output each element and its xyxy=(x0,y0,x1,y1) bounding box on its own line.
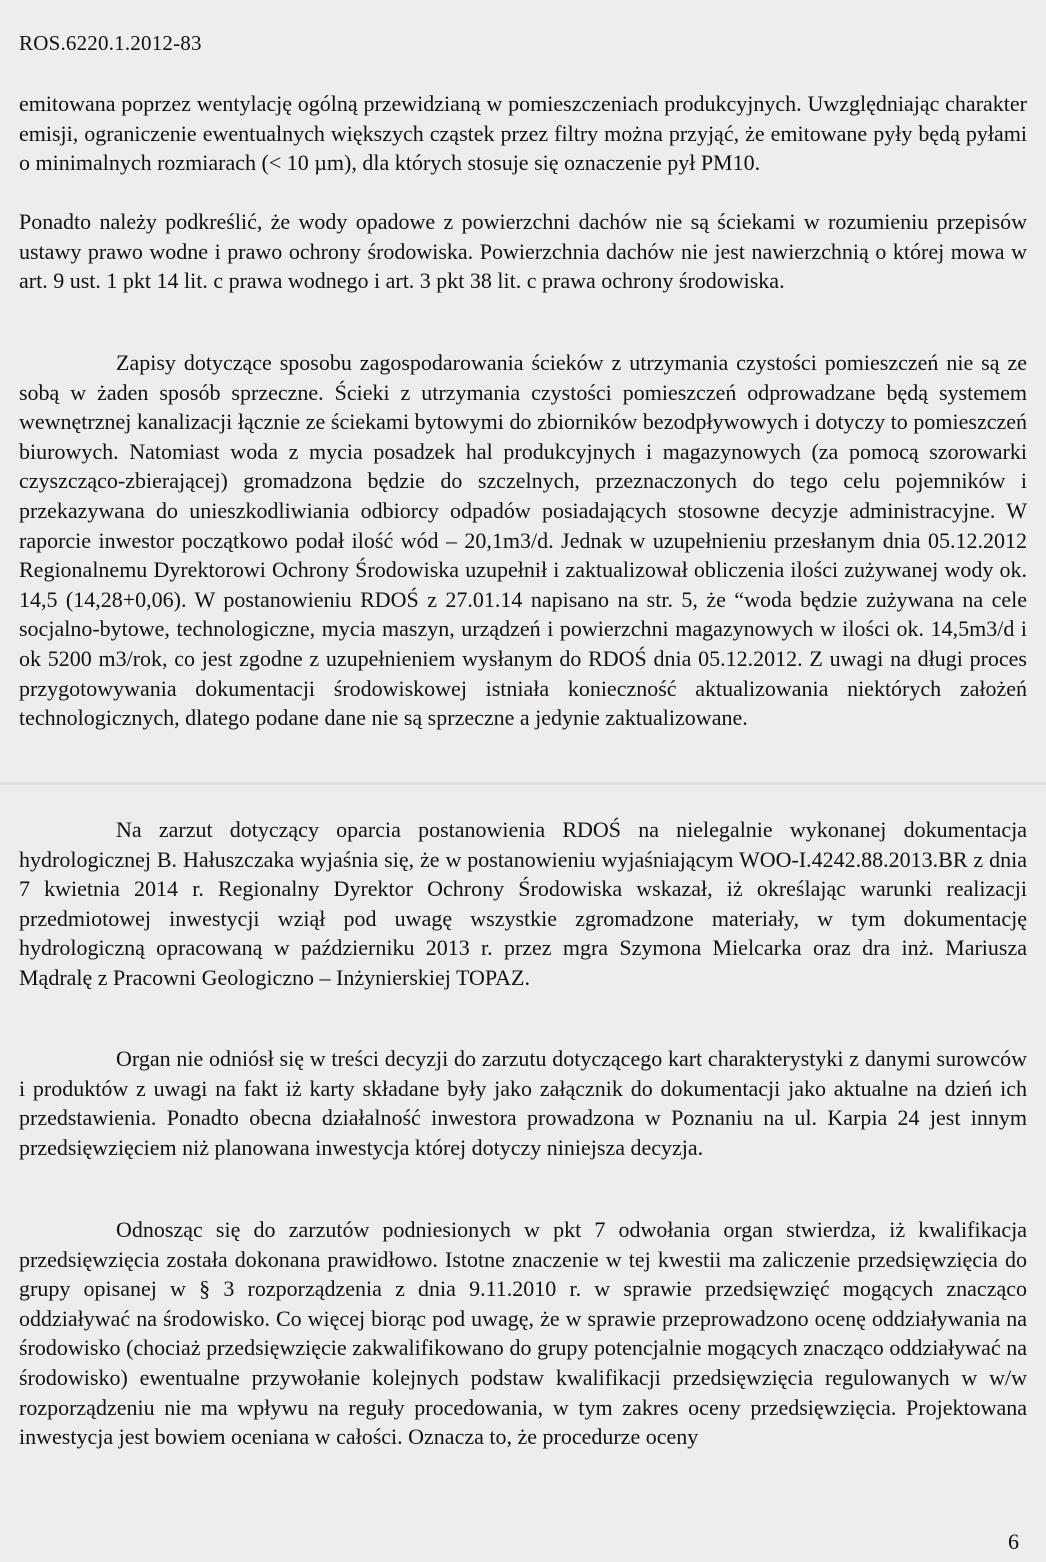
paragraph-rainwater: Ponadto należy podkreślić, że wody opadowe z powierzchni dachów nie są ściekami w rozumieniu przepisów ustawy prawo wodne i prawo ochrony środowiska. Powierzchnia dachów nie jest nawierzchnią o której mowa w art. 9 ust. 1 pkt 14 lit. c prawa wodnego i art. 3 pkt 38 lit. c prawa ochrony środowiska. xyxy=(19,209,1027,294)
paragraph-hydrology: Na zarzut dotyczący oparcia postanowienia RDOŚ na nielegalnie wykonanej dokumentacja hydrologicznej B. Hałuszczaka wyjaśnia się, że w postanowieniu wyjaśniającym WOO-I.4242.88.2013.BR z dnia 7 kwietnia 2014 r. Regionalny Dyrektor Ochrony Środowiska wskazał, iż określając warunki realizacji przedmiotowej inwestycji wziął pod uwagę wszystkie zgromadzone materiały, w tym dokumentację hydrologiczną opracowaną w październiku 2013 r. przez mgra Szymona Mielcarka oraz dra inż. Mariusza Mądralę z Pracowni Geologiczno – Inżynierskiej TOPAZ. xyxy=(19,817,1027,990)
paragraph-wastewater: Zapisy dotyczące sposobu zagospodarowania ścieków z utrzymania czystości pomieszczeń nie są ze sobą w żaden sposób sprzeczne. Ścieki z utrzymania czystości pomieszczeń odprowadzane będą systemem wewnętrznej kanalizacji łącznie ze ściekami bytowymi do zbiorników bezodpływowych i dotyczy to pomieszczeń biurowych. Natomiast woda z mycia posadzek hal produkcyjnych i magazynowych (za pomocą szorowarki czyszcząco-zbierającej) gromadzona będzie do szczelnych, przeznaczonych do tego celu pojemników i przekazywana do unieszkodliwiania odbiorcy odpadów posiadających stosowne decyzje administracyjne. W raporcie inwestor początkowo podał ilość wód – 20,1m3/d. Jednak w uzupełnieniu przesłanym dnia 05.12.2012 Regionalnemu Dyrektorowi Ochrony Środowiska uzupełnił i zaktualizował obliczenia ilości zużywanej wody ok. 14,5 (14,28+0,06). W postanowieniu RDOŚ z 27.01.14 napisano na str. 5, że “woda będzie zużywana na cele socjalno-bytowe, technologiczne, mycia maszyn, urządzeń i powierzchni magazynowych w ilości ok. 14,5m3/d i ok 5200 m3/rok, co jest zgodne z uzupełnieniem wysłanym do RDOŚ dnia 05.12.2012. Z uwagi na długi proces przygotowywania dokumentacji środowiskowej istniała konieczność aktualizowania niektórych założeń technologicznych, dlatego podane dane nie są sprzeczne a jedynie zaktualizowane. xyxy=(19,350,1027,731)
document-reference: ROS.6220.1.2012-83 xyxy=(19,31,202,55)
paragraph-qualification: Odnosząc się do zarzutów podniesionych w pkt 7 odwołania organ stwierdza, iż kwalifikacja przedsięwzięcia została dokonana prawidłowo. Istotne znaczenie w tej kwestii ma zaliczenie przedsięwzięcia do grupy opisanej w § 3 rozporządzenia z dnia 9.11.2010 r. w sprawie przedsięwzięć mogących znacząco oddziaływać na środowisko. Co więcej biorąc pod uwagę, że w sprawie przeprowadzono ocenę oddziaływania na środowisko (chociaż przedsięwzięcie zakwalifikowano do grupy potencjalnie mogących znacząco oddziaływać na środowisko) ewentualne przywołanie kolejnych podstaw kwalifikacji przedsięwzięcia regulowanych w w/w rozporządzeniu nie ma wpływu na reguły procedowania, w tym zakres oceny przedsięwzięcia. Projektowana inwestycja jest bowiem oceniana w całości. Oznacza to, że procedurze oceny xyxy=(19,1217,1027,1450)
paper-fold xyxy=(0,782,1046,785)
paragraph-emission: emitowana poprzez wentylację ogólną przewidzianą w pomieszczeniach produkcyjnych. Uwzględniając charakter emisji, ograniczenie ewentualnych większych cząstek przez filtry można przyjąć, że emitowane pyły będą pyłami o minimalnych rozmiarach (< 10 µm), dla których stosuje się oznaczenie pył PM10. xyxy=(19,91,1027,176)
page-number: 6 xyxy=(1008,1529,1019,1554)
paragraph-data-sheets: Organ nie odniósł się w treści decyzji do zarzutu dotyczącego kart charakterystyki z danymi surowców i produktów z uwagi na fakt iż karty składane były jako załącznik do dokumentacji jako aktualne na dzień ich przedstawienia. Ponadto obecna działalność inwestora prowadzona w Poznaniu na ul. Karpia 24 jest innym przedsięwzięciem niż planowana inwestycja której dotyczy niniejsza decyzja. xyxy=(19,1046,1027,1160)
